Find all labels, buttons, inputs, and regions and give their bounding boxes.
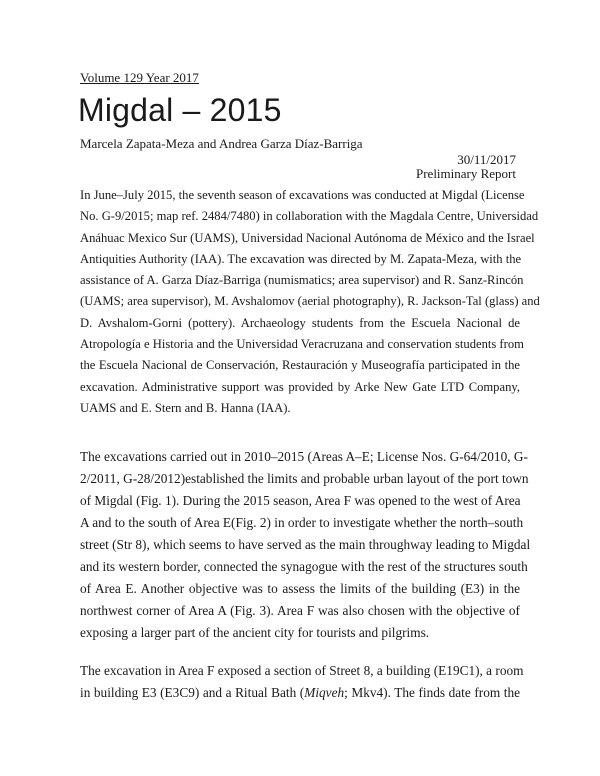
paragraph-line: In June–July 2015, the seventh season of excavations was conducted at Migdal (License: [80, 188, 525, 202]
paragraph-line: northwest corner of Area A (Fig. 3). Area F was also chosen with the objective of: [80, 603, 520, 618]
paragraph-line: and its western border, connected the synagogue with the rest of the structures south: [80, 559, 528, 574]
publication-date: 30/11/2017: [457, 152, 516, 167]
paragraph-line: A and to the south of Area E(Fig. 2) in order to investigate whether the north–south: [80, 515, 524, 530]
paragraph-line: of Migdal (Fig. 1). During the 2015 season, Area F was opened to the west of Area: [80, 493, 521, 508]
paragraph-intro: [80, 185, 540, 419]
paragraph-line: excavation. Administrative support was provided by Arke New Gate LTD Company,: [80, 379, 520, 394]
paragraph-line: of Area E. Another objective was to assess the limits of the building (E3) in the: [80, 581, 520, 596]
paragraph-excavations: [80, 446, 531, 644]
italic-term: Miqveh: [304, 685, 345, 700]
paragraph-line: 2/2011, G-28/2012)established the limits and probable urban layout of the port town: [80, 471, 529, 486]
paragraph-line: Antiquities Authority (IAA). The excavation was directed by M. Zapata-Meza, with the: [80, 251, 522, 266]
paragraph-area-f: [80, 660, 524, 704]
paragraph-line: (UAMS; area supervisor), M. Avshalomov (aerial photography), R. Jackson-Tal (glass) and: [80, 294, 540, 309]
report-type: Preliminary Report: [415, 166, 516, 181]
authors-line: Marcela Zapata-Meza and Andrea Garza Díaz-Barriga: [80, 136, 363, 151]
line-text: ; Mkv4). The finds date from the: [344, 685, 520, 700]
paragraph-line: The excavation in Area F exposed a section of Street 8, a building (E19C1), a room: [80, 663, 524, 678]
paragraph-line: Atropología e Historia and the Universidad Veracruzana and conservation students from: [80, 337, 524, 352]
paragraph-line: the Escuela Nacional de Conservación, Restauración y Museografía participated in the: [80, 358, 520, 373]
paragraph-line: No. G-9/2015; map ref. 2484/7480) in collaboration with the Magdala Centre, Universidad: [80, 209, 539, 224]
paragraph-line: D. Avshalom-Gorni (pottery). Archaeology students from the Escuela Nacional de: [80, 315, 520, 330]
paragraph-line: exposing a larger part of the ancient city for tourists and pilgrims.: [80, 625, 430, 640]
paragraph-line: [80, 682, 520, 704]
line-text: in building E3 (E3C9) and a Ritual Bath (: [80, 685, 305, 700]
paragraph-line: UAMS and E. Stern and B. Hanna (IAA).: [80, 400, 291, 415]
paragraph-line: The excavations carried out in 2010–2015 (Areas A–E; License Nos. G-64/2010, G-: [80, 449, 528, 464]
page-title: Migdal – 2015: [78, 92, 282, 128]
paragraph-line: assistance of A. Garza Díaz-Barriga (numismatics; area supervisor) and R. Sanz-Rincón: [80, 273, 524, 288]
volume-heading: Volume 129 Year 2017: [80, 70, 199, 85]
paragraph-line: Anáhuac Mexico Sur (UAMS), Universidad Nacional Autónoma de México and the Israel: [80, 230, 535, 245]
paragraph-line: street (Str 8), which seems to have served as the main throughway leading to Migdal: [80, 537, 531, 552]
